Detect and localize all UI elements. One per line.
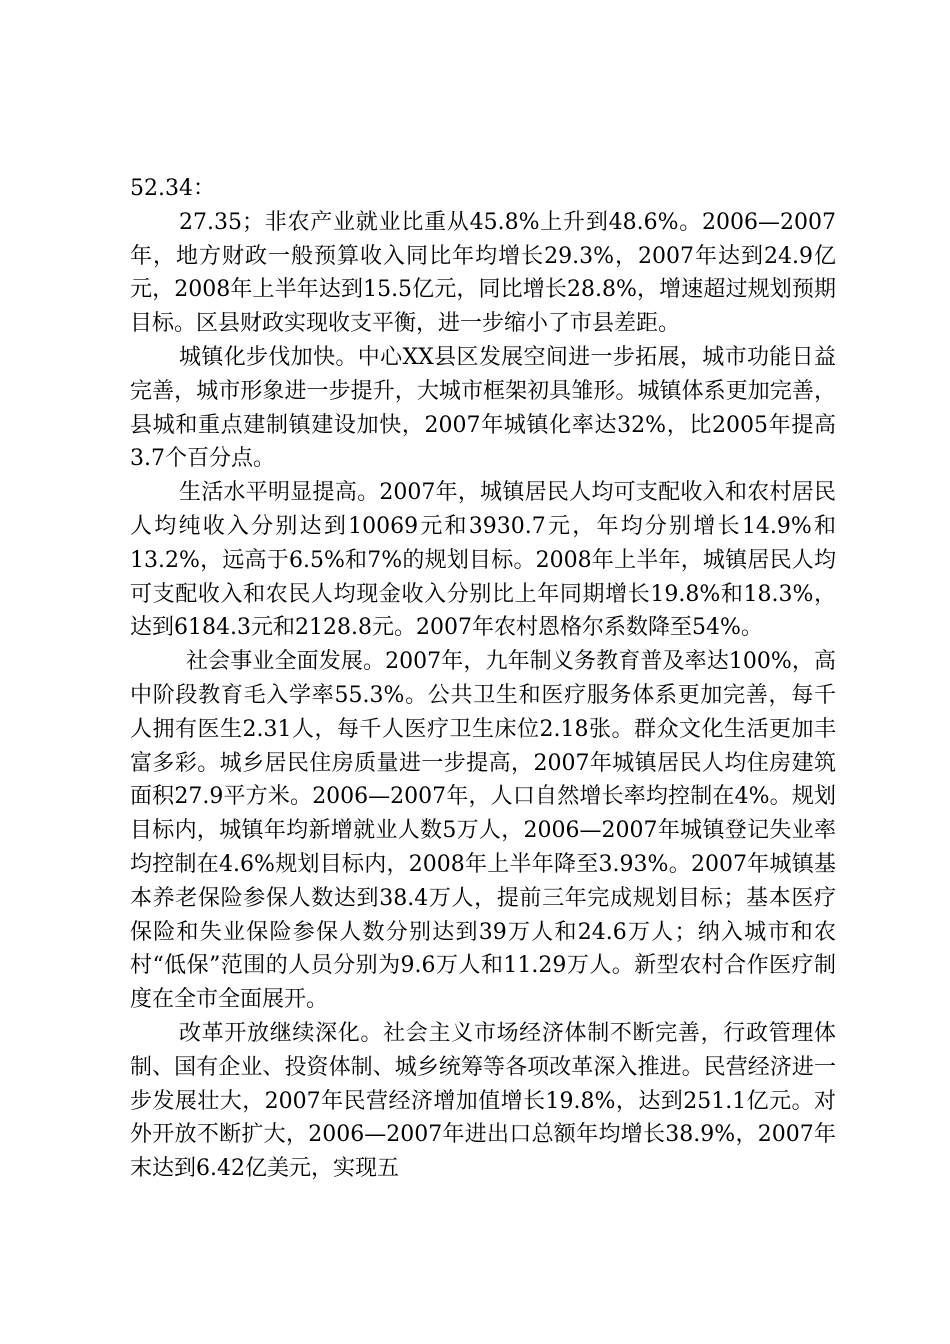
document-body: [130, 172, 836, 1186]
paragraph-social-development: 社会事业全面发展。2007年，九年制义务教育普及率达100%，高中阶段教育毛入学率55.3%。公共卫生和医疗服务体系更加完善，每千人拥有医生2.31人，每千人医疗卫生床位2.18张。群众文化生活更加丰富多彩。城乡居民住房质量进一步提高，2007年城镇居民人均住房建筑面积27.9平方米。2006—2007年，人口自然增长率均控制在4%。规划目标内，城镇年均新增就业人数5万人，2006—2007年城镇登记失业率均控制在4.6%规划目标内，2008年上半年降至3.93%。2007年城镇基本养老保险参保人数达到38.4万人，提前三年完成规划目标；基本医疗保险和失业保险参保人数分别达到39万人和24.6万人；纳入城市和农村“低保”范围的人员分别为9.6万人和11.29万人。新型农村合作医疗制度在全市全面展开。: [130, 649, 836, 1013]
lead-line: 52.34：: [130, 176, 215, 201]
paragraph-urbanization: 城镇化步伐加快。中心XX县区发展空间进一步拓展，城市功能日益完善，城市形象进一步提升，大城市框架初具雏形。城镇体系更加完善，县城和重点建制镇建设加快，2007年城镇化率达32%，比2005年提高3.7个百分点。: [130, 344, 836, 472]
paragraph-living-standards: 生活水平明显提高。2007年，城镇居民人均可支配收入和农村居民人均纯收入分别达到10069元和3930.7元，年均分别增长14.9%和13.2%，远高于6.5%和7%的规划目标。2008年上半年，城镇居民人均可支配收入和农民人均现金收入分别比上年同期增长19.8%和18.3%，达到6184.3元和2128.8元。2007年农村恩格尔系数降至54%。: [130, 480, 836, 641]
paragraph-reform-opening: 改革开放继续深化。社会主义市场经济体制不断完善，行政管理体制、国有企业、投资体制、城乡统筹等各项改革深入推进。民营经济进一步发展壮大，2007年民营经济增加值增长19.8%，达到251.1亿元。对外开放不断扩大，2006—2007年进出口总额年均增长38.9%，2007年末达到6.42亿美元，实现五: [130, 1020, 836, 1182]
paragraph-fiscal: 27.35；非农产业就业比重从45.8%上升到48.6%。2006—2007年，地方财政一般预算收入同比年均增长29.3%，2007年达到24.9亿元，2008年上半年达到15.5亿元，同比增长28.8%，增速超过规划预期目标。区县财政实现收支平衡，进一步缩小了市县差距。: [130, 209, 836, 337]
